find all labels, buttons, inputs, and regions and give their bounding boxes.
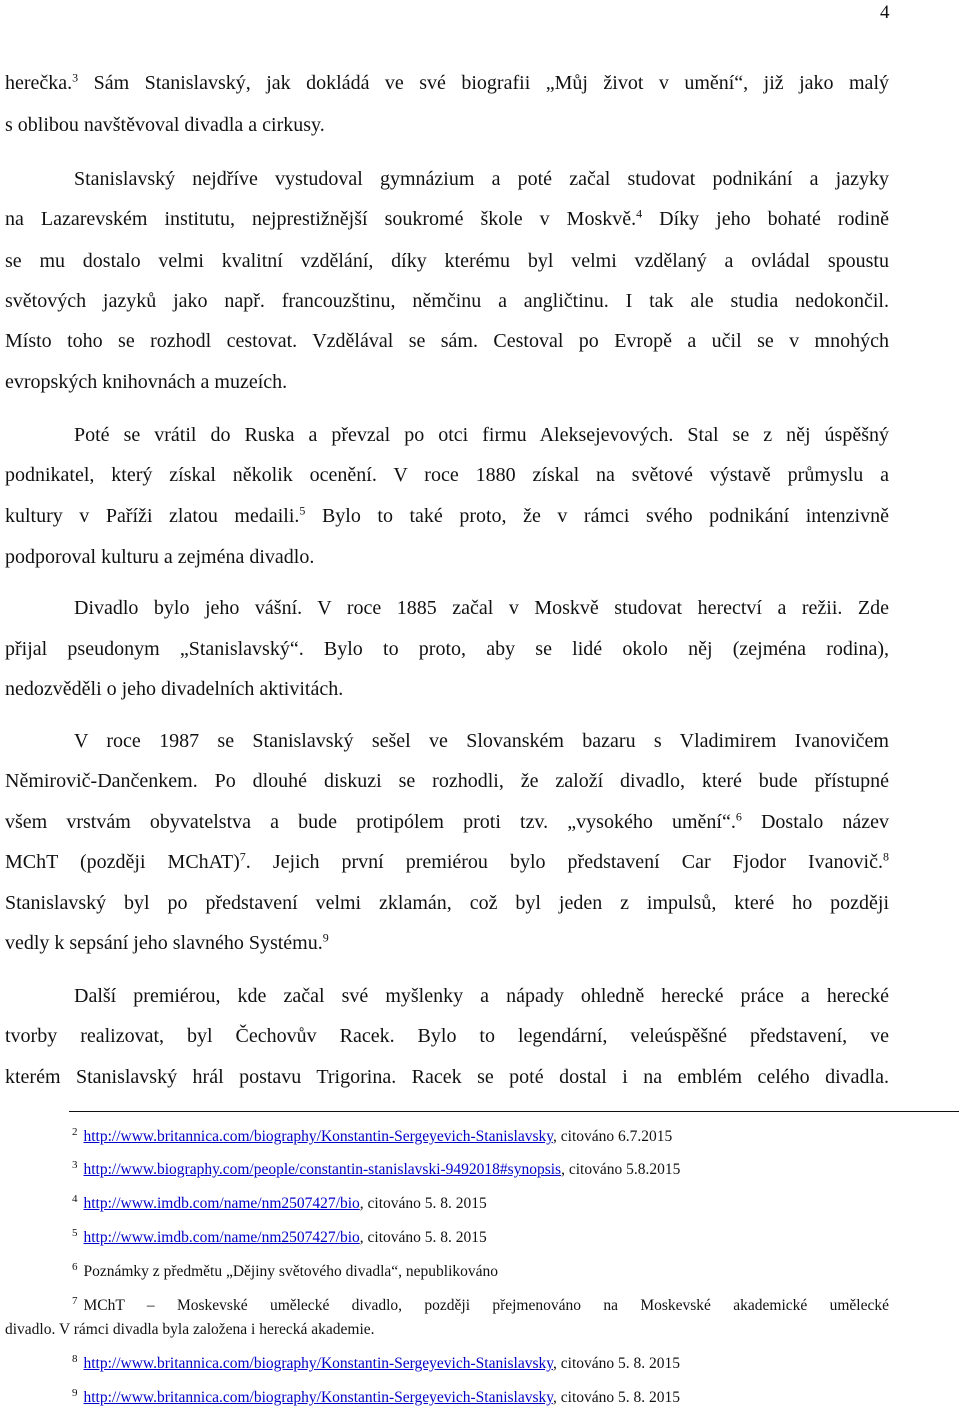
body-line — [5, 208, 889, 230]
body-line — [5, 290, 889, 312]
footnote-ref: 7 — [239, 849, 246, 864]
body-text-run: Bylo to také proto, že v rámci svého podnikání intenzivně — [305, 505, 889, 527]
body-text-run: Dostalo název — [741, 811, 889, 833]
footnote-ref: 4 — [636, 206, 643, 221]
footnote — [5, 1321, 375, 1339]
body-text-run: všem vrstvám obyvatelstva a bude protipólem proti tzv. „vysokého umění“. — [5, 811, 736, 833]
footnote — [72, 1294, 889, 1315]
footnote-number: 6 — [72, 1260, 78, 1273]
footnote-text: , citováno 5. 8. 2015 — [553, 1355, 681, 1372]
body-line — [5, 678, 889, 700]
body-text-run: Další premiérou, kde začal své myšlenky a nápady ohledně herecké práce a herecké — [74, 985, 889, 1007]
body-line — [74, 985, 889, 1007]
footnote-number: 5 — [72, 1226, 78, 1239]
footnote-ref: 8 — [883, 849, 889, 864]
body-text-run: herečka. — [5, 72, 73, 94]
body-text-run: kterém Stanislavský hrál postavu Trigorina. Racek se poté dostal i na emblém celého divadla. — [5, 1066, 889, 1088]
body-line — [74, 597, 889, 619]
body-line — [5, 546, 889, 568]
footnote-text: , citováno 5. 8. 2015 — [359, 1229, 487, 1246]
body-text-run: nedozvěděli o jeho divadelních aktivitách. — [5, 678, 344, 700]
footnote-ref: 6 — [735, 809, 742, 824]
body-line — [5, 464, 889, 486]
body-text-run: Místo toho se rozhodl cestovat. Vzdělával se sám. Cestoval po Evropě a učil se v mnohých — [5, 330, 889, 352]
body-text-run: světových jazyků jako např. francouzštinu, němčinu a angličtinu. I tak ale studia nedokončil. — [5, 290, 889, 312]
body-line — [74, 730, 889, 752]
footnote-ref: 5 — [299, 503, 306, 518]
footnote-text: , citováno 5.8.2015 — [561, 1161, 681, 1178]
body-text-run: na Lazarevském institutu, nejprestižnější soukromé škole v Moskvě. — [5, 208, 637, 230]
body-text-run: V roce 1987 se Stanislavský sešel ve Slovanském bazaru s Vladimirem Ivanovičem — [74, 730, 889, 752]
body-text-run: Stanislavský byl po představení velmi zklamán, což byl jeden z impulsů, které ho později — [5, 892, 889, 914]
body-text-run: Stanislavský nejdříve vystudoval gymnázium a poté začal studovat podnikání a jazyky — [74, 168, 889, 190]
footnote — [72, 1192, 487, 1213]
footnote-text: MChT – Moskevské umělecké divadlo, později přejmenováno na Moskevské akademické umělecké — [83, 1297, 889, 1314]
footnote-number: 3 — [72, 1158, 78, 1171]
body-text-run: MChT (později MChAT) — [5, 851, 240, 873]
footnote-link[interactable]: http://www.imdb.com/name/nm2507427/bio — [83, 1229, 360, 1246]
body-line — [5, 114, 889, 136]
body-text-run: se mu dostalo velmi kvalitní vzdělání, díky kterému byl velmi vzdělaný a ovládal spoustu — [5, 250, 889, 272]
body-line — [5, 892, 889, 914]
page-number: 4 — [880, 2, 890, 23]
footnote — [72, 1226, 487, 1247]
footnote-ref: 9 — [322, 930, 329, 945]
body-text-run: vedly k sepsání jeho slavného Systému. — [5, 932, 323, 954]
body-line — [5, 371, 889, 393]
footnote-link[interactable]: http://www.britannica.com/biography/Konstantin-Sergeyevich-Stanislavsky — [83, 1128, 554, 1145]
body-text-run: Poté se vrátil do Ruska a převzal po otci firmu Aleksejevových. Stal se z něj úspěšný — [74, 424, 889, 446]
footnote-text: , citováno 5. 8. 2015 — [359, 1195, 487, 1212]
footnote-number: 7 — [72, 1294, 78, 1307]
footnote — [72, 1260, 499, 1281]
body-line — [5, 1025, 889, 1047]
body-text-run: podnikatel, který získal několik ocenění. V roce 1880 získal na světové výstavě průmyslu a — [5, 464, 889, 486]
body-text-run: tvorby realizovat, byl Čechovův Racek. Bylo to legendární, veleúspěšné představení, ve — [5, 1025, 889, 1047]
body-text-run: podporoval kulturu a zejména divadlo. — [5, 546, 315, 568]
body-line — [5, 1066, 889, 1088]
body-line — [5, 72, 889, 94]
body-line — [5, 851, 889, 873]
footnote — [72, 1158, 681, 1179]
footnote-text: divadlo. V rámci divadla byla založena i herecká akademie. — [5, 1321, 375, 1338]
body-text-run: . Jejich první premiérou bylo představení Car Fjodor Ivanovič. — [245, 851, 883, 873]
footnote-link[interactable]: http://www.britannica.com/biography/Konstantin-Sergeyevich-Stanislavsky — [83, 1355, 554, 1372]
footnote-number: 4 — [72, 1192, 78, 1205]
body-text-run: s oblibou navštěvoval divadla a cirkusy. — [5, 114, 325, 136]
body-line — [5, 250, 889, 272]
footnote-link[interactable]: http://www.biography.com/people/constantin-stanislavski-9492018#synopsis — [83, 1161, 562, 1178]
footnote — [72, 1386, 681, 1407]
footnote — [72, 1352, 681, 1373]
body-line — [5, 811, 889, 833]
body-text-run: kultury v Paříži zlatou medaili. — [5, 505, 300, 527]
footnote-ref: 3 — [72, 70, 79, 85]
body-text-run: přijal pseudonym „Stanislavský“. Bylo to proto, aby se lidé okolo něj (zejména rodina), — [5, 638, 889, 660]
body-text-run: Němirovič-Dančenkem. Po dlouhé diskuzi se rozhodli, že založí divadlo, které bude přístupné — [5, 770, 889, 792]
body-line — [74, 424, 889, 446]
footnote-text: , citováno 6.7.2015 — [553, 1128, 673, 1145]
body-text-run: Díky jeho bohaté rodině — [642, 208, 889, 230]
body-text-run: Sám Stanislavský, jak dokládá ve své biografii „Můj život v umění“, již jako malý — [78, 72, 889, 94]
body-line — [5, 330, 889, 352]
footnote — [72, 1125, 673, 1146]
footnote-separator — [69, 1111, 959, 1112]
footnote-number: 2 — [72, 1125, 78, 1138]
footnote-text: Poznámky z předmětu „Dějiny světového divadla“, nepublikováno — [83, 1263, 499, 1280]
body-line — [5, 505, 889, 527]
footnote-link[interactable]: http://www.britannica.com/biography/Konstantin-Sergeyevich-Stanislavsky — [83, 1389, 554, 1406]
body-line — [5, 770, 889, 792]
body-line — [74, 168, 889, 190]
footnote-number: 8 — [72, 1352, 78, 1365]
footnote-number: 9 — [72, 1386, 78, 1399]
footnote-text: , citováno 5. 8. 2015 — [553, 1389, 681, 1406]
body-line — [5, 932, 889, 954]
body-text-run: evropských knihovnách a muzeích. — [5, 371, 288, 393]
body-line — [5, 638, 889, 660]
body-text-run: Divadlo bylo jeho vášní. V roce 1885 začal v Moskvě studovat herectví a režii. Zde — [74, 597, 889, 619]
footnote-link[interactable]: http://www.imdb.com/name/nm2507427/bio — [83, 1195, 360, 1212]
